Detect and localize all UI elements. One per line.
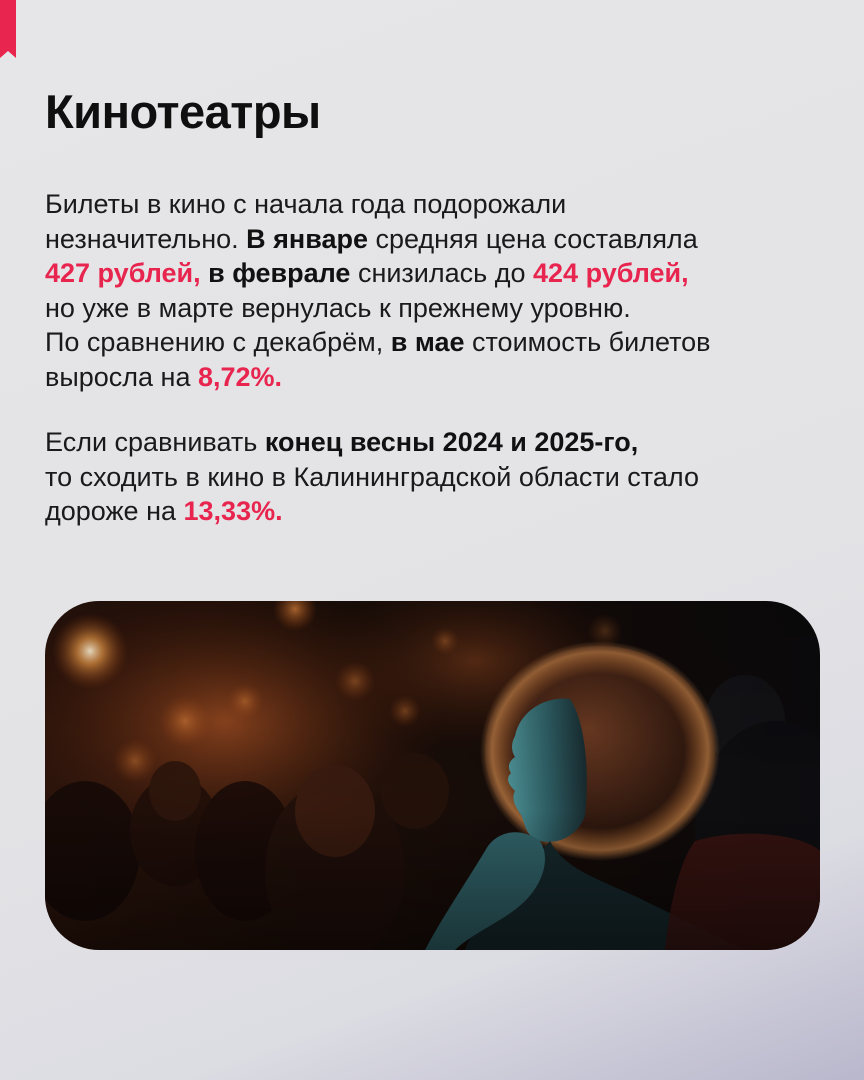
page-title: Кинотеатры: [45, 85, 321, 138]
bold-text: в мае: [390, 327, 465, 357]
text-span: снизилась до: [350, 258, 534, 288]
bold-text: в феврале: [200, 258, 351, 288]
text-span: средняя цена составляла: [367, 223, 698, 254]
bold-text: В январе: [246, 223, 368, 254]
highlight-growth-year: 13,33%.: [183, 496, 283, 526]
text-span: но уже в марте вернулась к прежнему уровню.: [45, 292, 631, 323]
text-span: выросла на: [45, 361, 198, 392]
text-span: Билеты в кино с начала года подорожали: [45, 189, 567, 219]
text-span: Если сравнивать: [45, 427, 265, 457]
highlight-price-february: 424 рублей,: [533, 258, 689, 288]
highlight-price-january: 427 рублей,: [45, 258, 201, 288]
text-span: то сходить в кино в Калининградской области стало: [45, 461, 699, 492]
text-span: стоимость билетов: [464, 327, 711, 357]
text-span: дороже на: [45, 496, 184, 526]
cinema-audience-photo: [45, 601, 820, 950]
bookmark-ribbon-icon: [0, 0, 16, 58]
cinema-illustration: [45, 601, 820, 950]
highlight-growth-may: 8,72%.: [197, 361, 283, 392]
text-span: незначительно.: [45, 223, 247, 254]
paragraph-year-comparison: [45, 425, 825, 529]
bold-text: конец весны 2024 и 2025-го,: [264, 427, 639, 457]
text-span: По сравнению с декабрём,: [45, 327, 391, 357]
paragraph-ticket-prices: [45, 187, 825, 394]
